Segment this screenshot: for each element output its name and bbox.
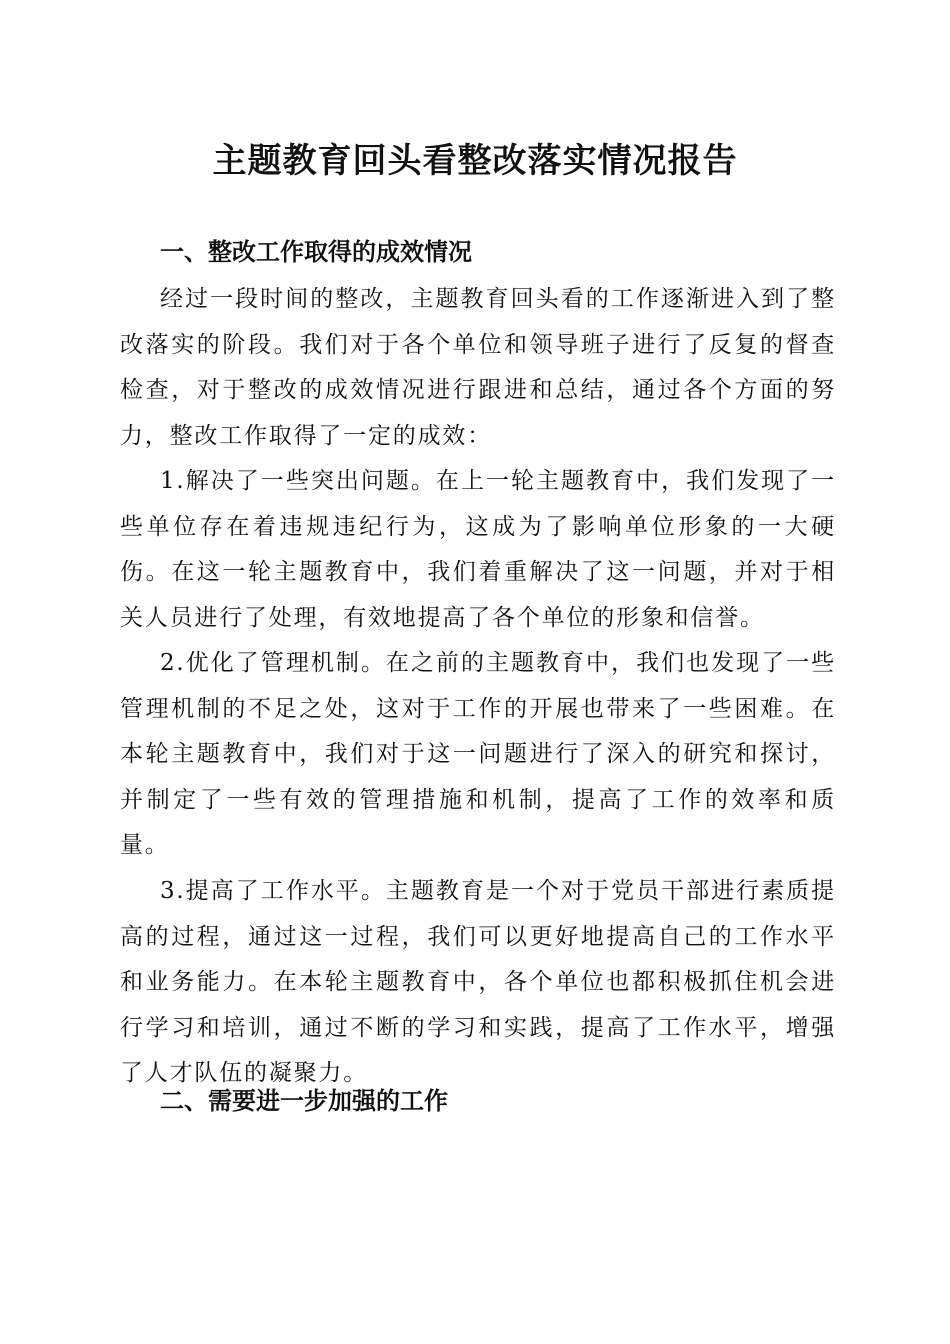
paragraph-item-1: 1.解决了一些突出问题。在上一轮主题教育中，我们发现了一些单位存在着违规违纪行为，这成为了影响单位形象的一大硬伤。在这一轮主题教育中，我们着重解决了这一问题，并对于相关人员进行了处理，有效地提高了各个单位的形象和信誉。 (120, 468, 836, 631)
section-heading-1: 一、整改工作取得的成效情况 (160, 238, 472, 266)
paragraph-item-3: 3.提高了工作水平。主题教育是一个对于党员干部进行素质提高的过程，通过这一过程，我们可以更好地提高自己的工作水平和业务能力。在本轮主题教育中，各个单位也都积极抓住机会进行学习和培训，通过不断的学习和实践，提高了工作水平，增强了人才队伍的凝聚力。 (120, 878, 836, 1086)
document-title: 主题教育回头看整改落实情况报告 (212, 141, 738, 181)
section-heading-2: 二、需要进一步加强的工作 (160, 1087, 448, 1115)
paragraph-item-2: 2.优化了管理机制。在之前的主题教育中，我们也发现了一些管理机制的不足之处，这对于工作的开展也带来了一些困难。在本轮主题教育中，我们对于这一问题进行了深入的研究和探讨，并制定了一些有效的管理措施和机制，提高了工作的效率和质量。 (120, 650, 836, 858)
paragraph-intro: 经过一段时间的整改，主题教育回头看的工作逐渐进入到了整改落实的阶段。我们对于各个单位和领导班子进行了反复的督查检查，对于整改的成效情况进行跟进和总结，通过各个方面的努力，整改工作取得了一定的成效： (120, 286, 836, 449)
